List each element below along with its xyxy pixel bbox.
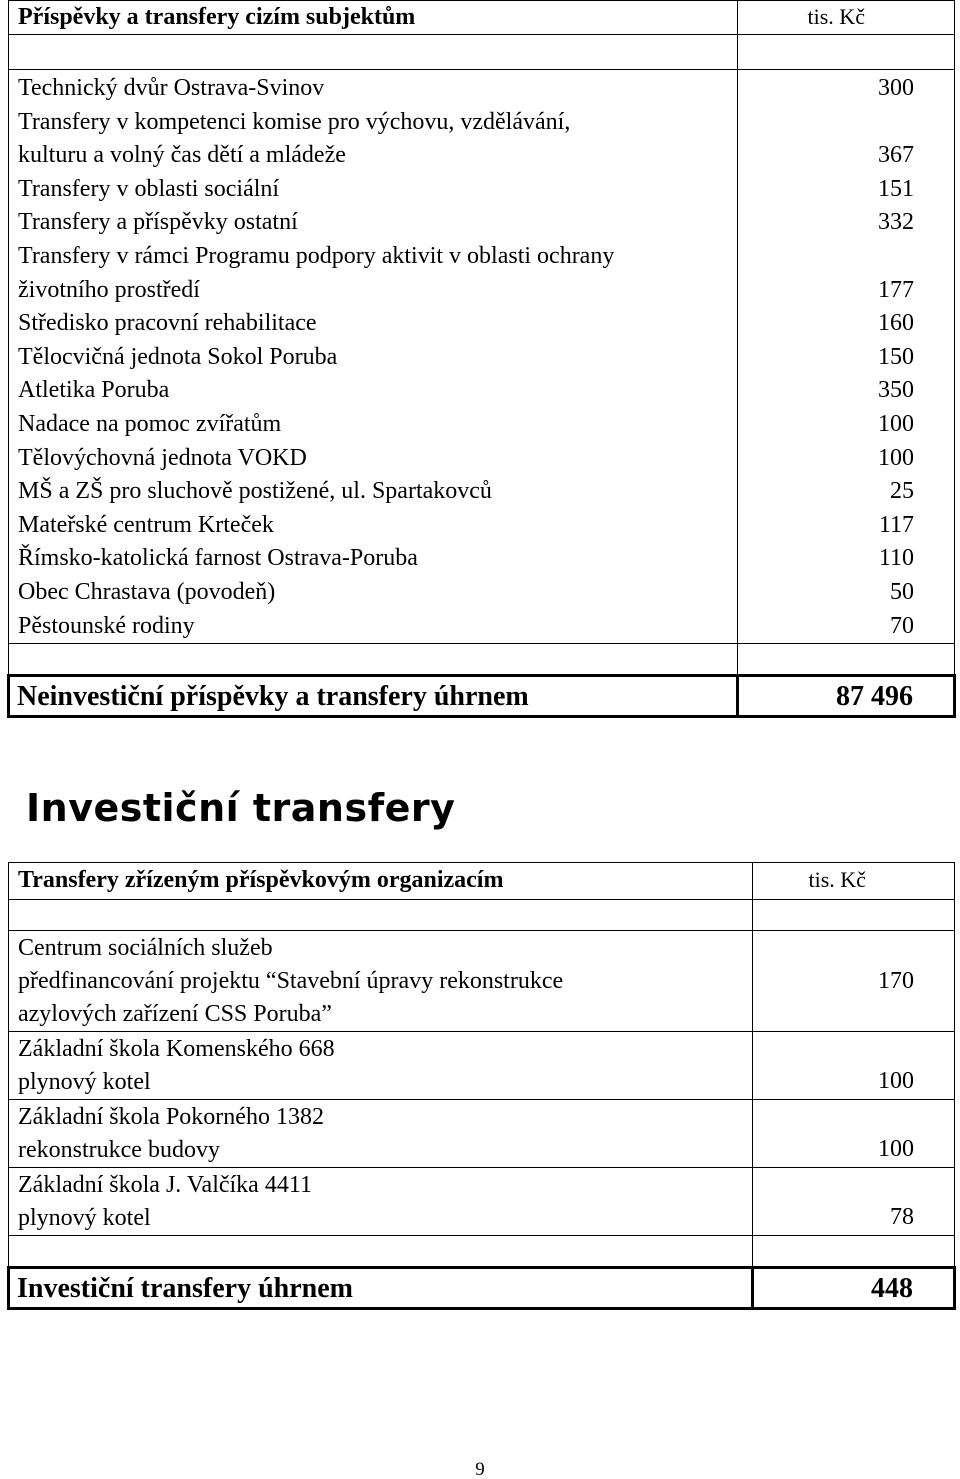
item-value: 332 (878, 209, 914, 236)
organization-name: Centrum sociálních služeb (18, 935, 273, 961)
project-description: plynový kotel (18, 1205, 151, 1231)
item-label: Římsko-katolická farnost Ostrava-Poruba (18, 545, 418, 572)
item-label: Atletika Poruba (18, 377, 170, 404)
organization-cell (9, 1168, 753, 1236)
item-value (738, 240, 914, 274)
item-value: 151 (878, 175, 914, 202)
item-label: Obec Chrastava (povodeň) (18, 578, 276, 605)
organization-name: Základní škola Pokorného 1382 (18, 1104, 324, 1130)
table-header-row (9, 1, 955, 35)
blank-row (9, 900, 955, 931)
unit-label: tis. Kč (737, 1, 954, 35)
organization-cell (9, 1100, 753, 1168)
item-label: Transfery v rámci Programu podpory aktivit v oblasti ochrany (18, 242, 615, 269)
section-heading: Investiční transfery (26, 786, 456, 830)
total-label: Investiční transfery úhrnem (9, 1268, 753, 1309)
investment-transfers-table (7, 862, 956, 1310)
item-label: Mateřské centrum Krteček (18, 511, 274, 538)
item-label: Technický dvůr Ostrava-Svinov (18, 75, 325, 101)
item-label: Transfery v kompetenci komise pro výchovu, vzdělávání, (18, 108, 571, 135)
item-value: 160 (878, 310, 914, 337)
item-value: 100 (878, 410, 914, 437)
project-description: rekonstrukce budovy (18, 1137, 220, 1163)
item-values (737, 70, 954, 644)
blank-row (9, 1236, 955, 1268)
section-title: Příspěvky a transfery cizím subjektům (9, 1, 738, 35)
project-description: azylových zařízení CSS Poruba” (18, 1001, 332, 1027)
total-row (9, 1268, 955, 1309)
item-label: Nadace na pomoc zvířatům (18, 410, 282, 437)
organization-cell (9, 1032, 753, 1100)
total-value: 448 (752, 1268, 955, 1309)
item-label: Pěstounské rodiny (18, 612, 195, 639)
item-label: kulturu a volný čas dětí a mládeže (18, 142, 346, 169)
item-value: 117 (878, 511, 914, 538)
amount-value: 100 (752, 1032, 955, 1100)
item-value: 300 (878, 75, 914, 101)
item-value: 110 (878, 545, 914, 572)
project-description: předfinancování projektu “Stavební úpravy rekonstrukce (18, 968, 564, 994)
total-value: 87 496 (737, 676, 954, 717)
contributions-table (7, 0, 956, 718)
item-label: Transfery a příspěvky ostatní (18, 209, 298, 236)
blank-row (9, 644, 955, 676)
item-value: 100 (878, 444, 914, 471)
items-row (9, 70, 955, 644)
amount-value: 170 (752, 931, 955, 1032)
table-row (9, 1032, 955, 1100)
item-label: MŠ a ZŠ pro sluchově postižené, ul. Spartakovců (18, 478, 492, 505)
organization-cell (9, 931, 753, 1032)
item-value: 150 (878, 343, 914, 370)
section-title: Transfery zřízeným příspěvkovým organizacím (9, 863, 753, 900)
item-label: Tělovýchovná jednota VOKD (18, 444, 307, 471)
table-row (9, 1100, 955, 1168)
item-label: Středisko pracovní rehabilitace (18, 310, 317, 337)
organization-name: Základní škola J. Valčíka 4411 (18, 1172, 312, 1198)
unit-label: tis. Kč (752, 863, 955, 900)
amount-value: 78 (752, 1168, 955, 1236)
item-value: 70 (890, 612, 914, 639)
amount-value: 100 (752, 1100, 955, 1168)
item-labels (9, 70, 738, 644)
item-value: 50 (890, 578, 914, 605)
blank-row (9, 35, 955, 70)
item-value: 350 (878, 377, 914, 404)
item-value (738, 106, 914, 140)
item-label: Transfery v oblasti sociální (18, 175, 280, 202)
table-header-row (9, 863, 955, 900)
item-label: Tělocvičná jednota Sokol Poruba (18, 343, 338, 370)
total-row (9, 676, 955, 717)
item-value: 25 (890, 478, 914, 505)
table-row (9, 931, 955, 1032)
organization-name: Základní škola Komenského 668 (18, 1036, 335, 1062)
item-value: 177 (878, 276, 914, 303)
item-value: 367 (878, 142, 914, 169)
page-number: 9 (475, 1459, 485, 1479)
project-description: plynový kotel (18, 1069, 151, 1095)
total-label: Neinvestiční příspěvky a transfery úhrnem (9, 676, 738, 717)
table-row (9, 1168, 955, 1236)
item-label: životního prostředí (18, 276, 200, 303)
